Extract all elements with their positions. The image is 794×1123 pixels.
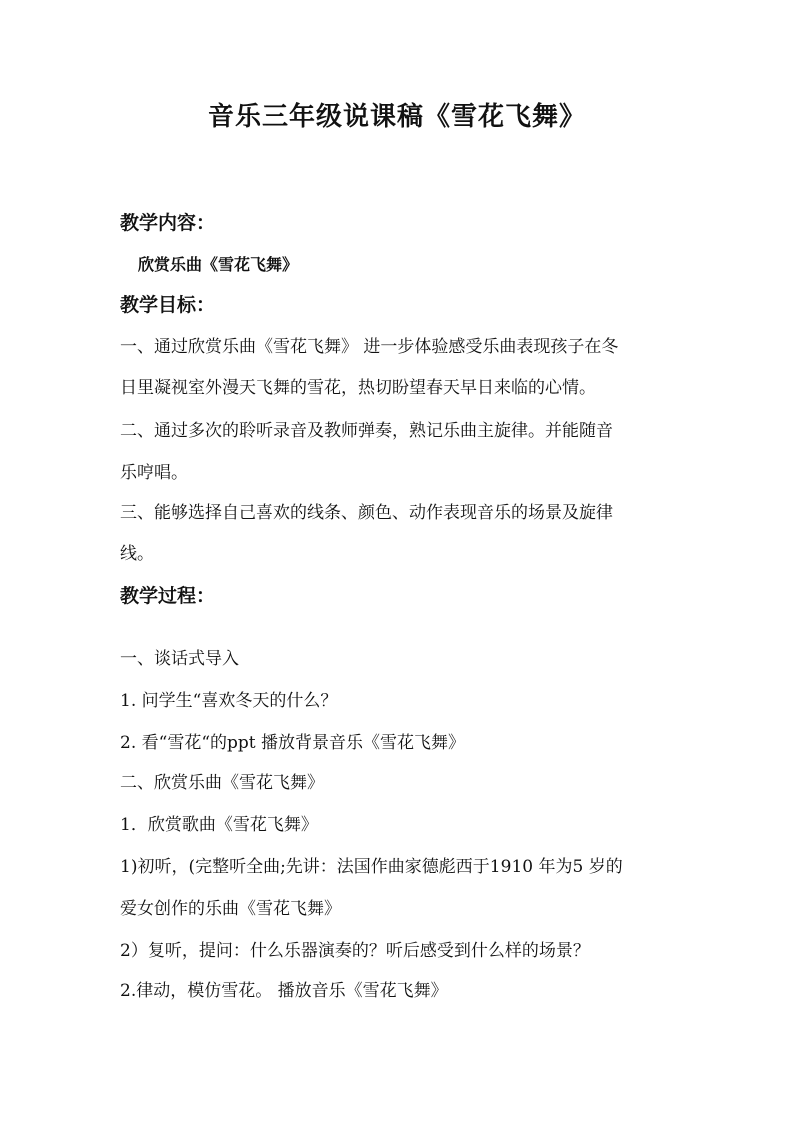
goal-1-line-2: 日里凝视室外漫天飞舞的雪花，热切盼望春天早日来临的心情。 <box>120 378 596 398</box>
goal-1-line-1: 一、通过欣赏乐曲《雪花飞舞》 进一步体验感受乐曲表现孩子在冬 <box>120 337 619 357</box>
step-1-title: 一、谈话式导入 <box>120 649 239 669</box>
step-1-item-2: 2. 看“雪花“的ppt 播放背景音乐《雪花飞舞》 <box>120 733 466 753</box>
goal-3-line-1: 三、能够选择自己喜欢的线条、颜色、动作表现音乐的场景及旋律 <box>120 503 613 523</box>
step-2-title: 二、欣赏乐曲《雪花飞舞》 <box>120 773 324 793</box>
goals-heading: 教学目标： <box>120 294 216 316</box>
goal-3-line-2: 线。 <box>120 544 154 564</box>
document-title: 音乐三年级说课稿《雪花飞舞》 <box>207 102 586 132</box>
content-item: 欣赏乐曲《雪花飞舞》 <box>138 255 299 274</box>
step-2-sub-2: 2）复听，提问：什么乐器演奏的？听后感受到什么样的场景？ <box>120 941 590 961</box>
step-2-sub-1-line-2: 爱女创作的乐曲《雪花飞舞》 <box>120 899 341 919</box>
goal-2-line-1: 二、通过多次的聆听录音及教师弹奏，熟记乐曲主旋律。并能随音 <box>120 421 613 441</box>
process-heading: 教学过程： <box>120 585 216 607</box>
step-2-item-2: 2.律动，模仿雪花。 播放音乐《雪花飞舞》 <box>120 981 448 1001</box>
goal-2-line-2: 乐哼唱。 <box>120 463 188 483</box>
step-2-sub-1-line-1: 1)初听，(完整听全曲;先讲：法国作曲家德彪西于1910 年为5 岁的 <box>120 857 623 877</box>
step-1-item-1: 1. 问学生“喜欢冬天的什么？ <box>120 691 338 711</box>
content-heading: 教学内容： <box>120 212 216 234</box>
step-2-item-1: 1．欣赏歌曲《雪花飞舞》 <box>120 815 318 835</box>
